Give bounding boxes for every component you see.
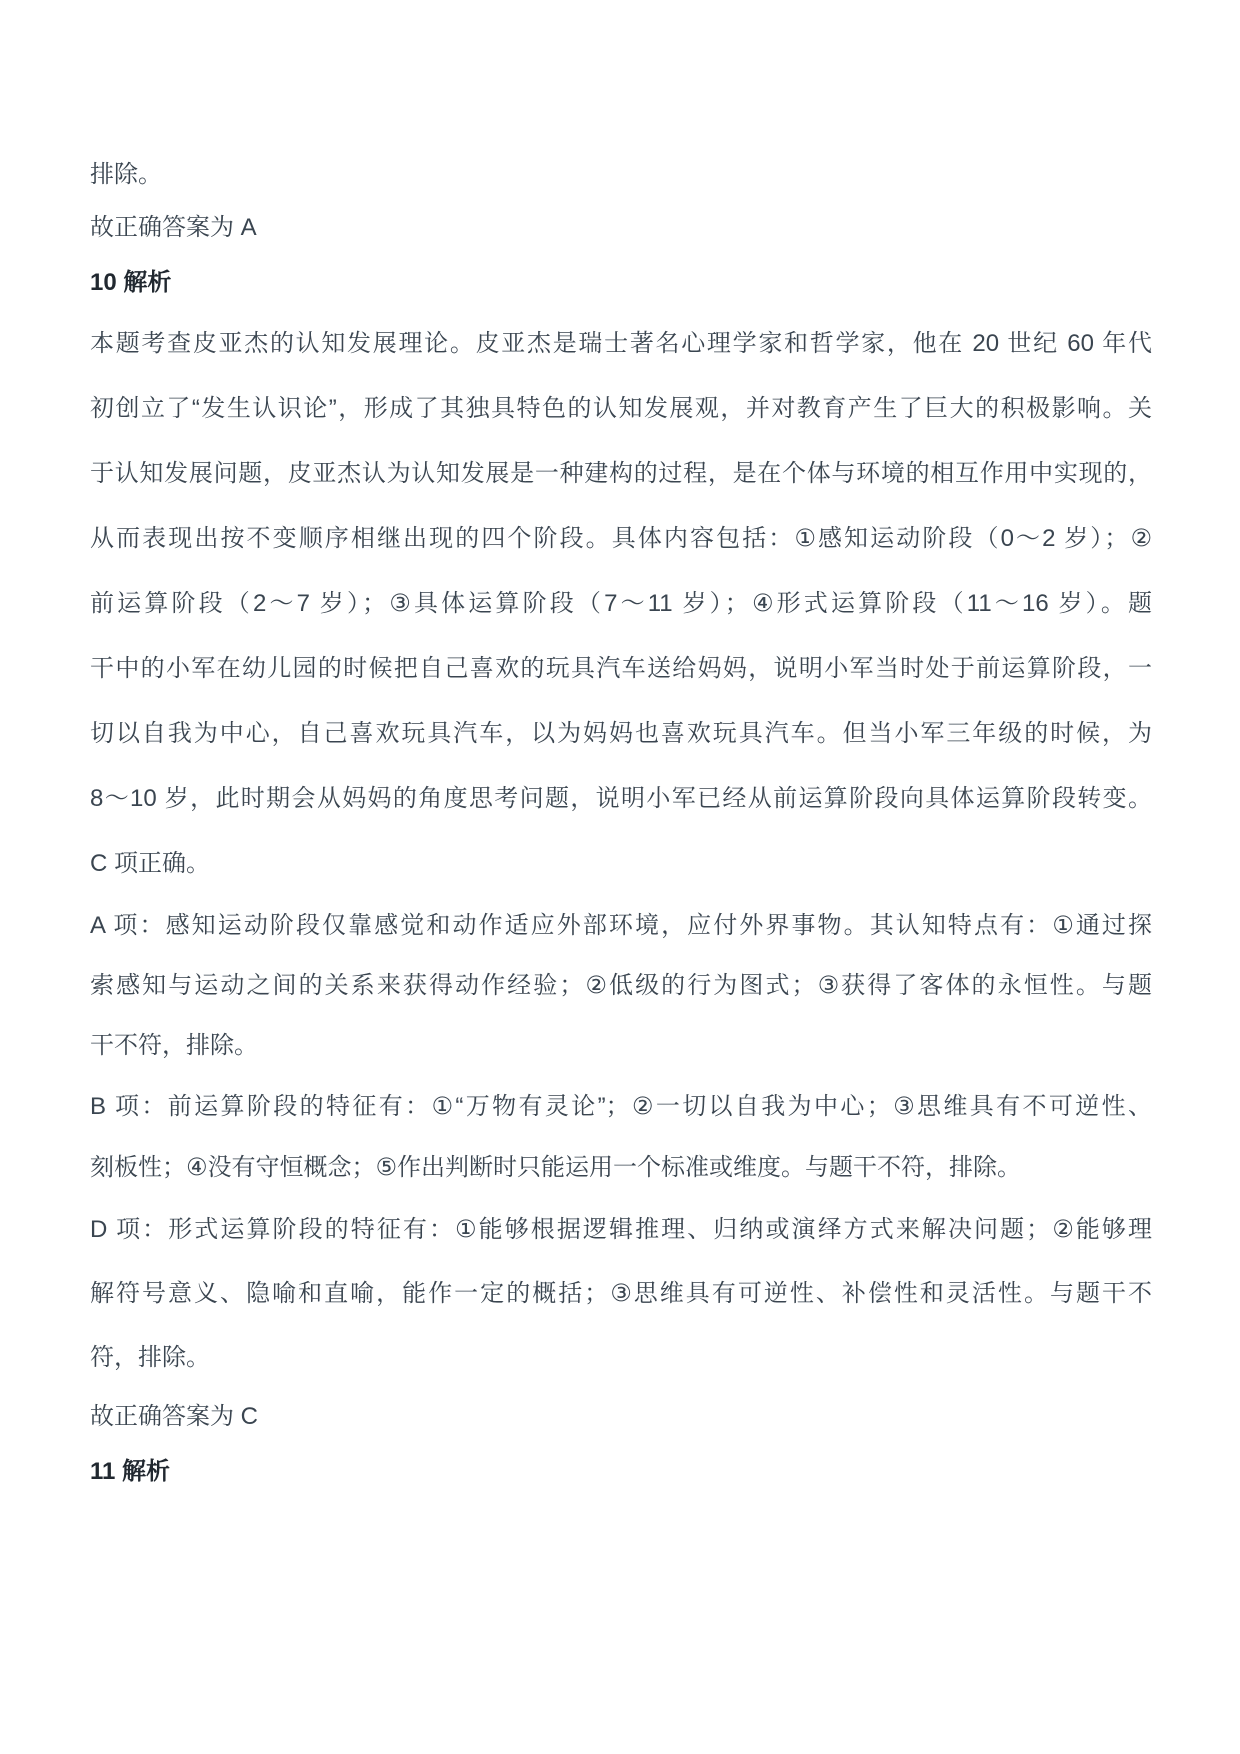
paragraph-q10-option-b (90, 1076, 1152, 1198)
text-line: D 项：形式运算阶段的特征有：①能够根据逻辑推理、归纳或演绎方式来解决问题；②能够理 (90, 1216, 1152, 1243)
paragraph-q11-heading (90, 1443, 1152, 1500)
text-line: 故正确答案为 A (90, 214, 257, 241)
text-line: 前运算阶段（2～7 岁）；③具体运算阶段（7～11 岁）；④形式运算阶段（11～16 岁）。题 (90, 590, 1152, 617)
text-line: A 项：感知运动阶段仅靠感觉和动作适应外部环境，应付外界事物。其认知特点有：①通过探 (90, 912, 1152, 939)
text-line: 故正确答案为 C (90, 1403, 258, 1430)
text-line: 符，排除。 (90, 1344, 210, 1371)
paragraph-q10-heading (90, 254, 1152, 311)
text-line: 初创立了“发生认识论”，形成了其独具特色的认知发展观，并对教育产生了巨大的积极影响。关 (90, 395, 1152, 422)
text-line: 刻板性；④没有守恒概念；⑤作出判断时只能运用一个标准或维度。与题干不符，排除。 (90, 1154, 1022, 1181)
heading-line: 11 解析 (90, 1458, 171, 1485)
text-line: 8～10 岁，此时期会从妈妈的角度思考问题，说明小军已经从前运算阶段向具体运算阶段转变。 (90, 785, 1152, 812)
text-line: 排除。 (90, 161, 162, 188)
text-line: 解符号意义、隐喻和直喻，能作一定的概括；③思维具有可逆性、补偿性和灵活性。与题干不 (90, 1280, 1152, 1307)
paragraph-q10-answer (90, 1390, 1152, 1443)
text-line: 从而表现出按不变顺序相继出现的四个阶段。具体内容包括：①感知运动阶段（0～2 岁）；② (90, 525, 1152, 552)
text-line: C 项正确。 (90, 850, 210, 877)
heading-line: 10 解析 (90, 269, 172, 296)
text-line: B 项：前运算阶段的特征有：①“万物有灵论”；②一切以自我为中心；③思维具有不可逆性、 (90, 1093, 1152, 1120)
text-line: 干中的小军在幼儿园的时候把自己喜欢的玩具汽车送给妈妈，说明小军当时处于前运算阶段，一 (90, 655, 1152, 682)
paragraph-q10-analysis (90, 311, 1152, 896)
text-line: 本题考查皮亚杰的认知发展理论。皮亚杰是瑞士著名心理学家和哲学家，他在 20 世纪 60 年代 (90, 330, 1152, 357)
paragraph-q10-option-d (90, 1198, 1152, 1390)
text-line: 索感知与运动之间的关系来获得动作经验；②低级的行为图式；③获得了客体的永恒性。与题 (90, 972, 1152, 999)
paragraph-q9-answer (90, 201, 1152, 254)
text-line: 干不符，排除。 (90, 1032, 258, 1059)
paragraph-q9-explanation-tail (90, 148, 1152, 201)
text-line: 切以自我为中心，自己喜欢玩具汽车，以为妈妈也喜欢玩具汽车。但当小军三年级的时候，为 (90, 720, 1152, 747)
paragraph-q10-option-a (90, 896, 1152, 1076)
text-line: 于认知发展问题，皮亚杰认为认知发展是一种建构的过程，是在个体与环境的相互作用中实现的， (90, 460, 1152, 487)
